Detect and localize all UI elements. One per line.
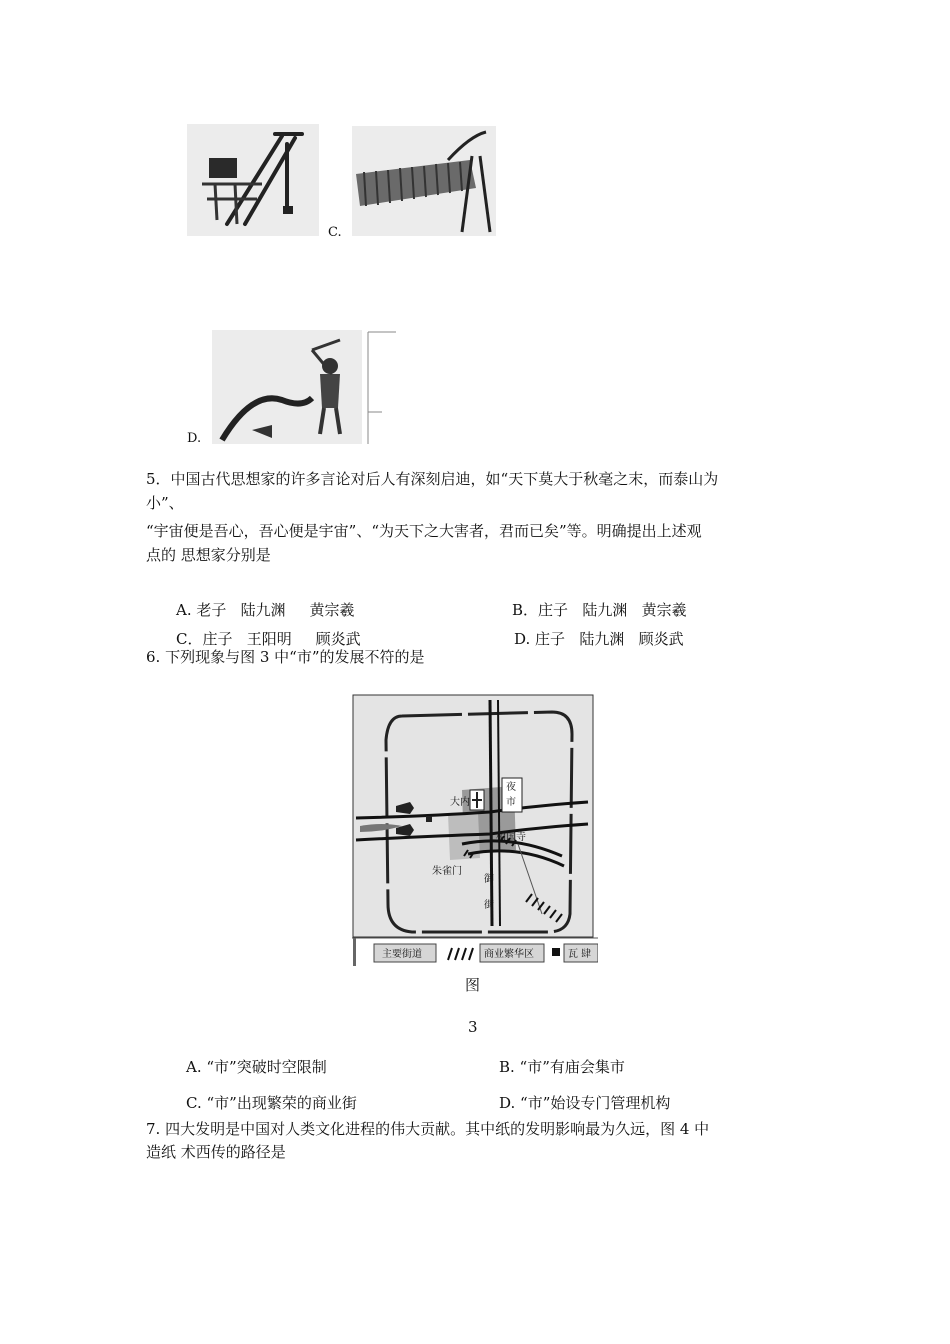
q5-option-a: A. 老子 陆九渊 黄宗羲 bbox=[176, 601, 355, 619]
q5-stem-line-3: “宇宙便是吾心，吾心便是宇宙”、“为天下之大害者，君而已矣”等。明确提出上述观 bbox=[146, 522, 702, 540]
figure-caption-2: 3 bbox=[468, 1018, 478, 1036]
map-label-zhuquemen: 朱雀门 bbox=[432, 866, 462, 877]
map-label-yeshi-1: 夜 bbox=[506, 782, 516, 793]
option-c-label: C. bbox=[328, 225, 342, 240]
map-label-danei: 大内 bbox=[450, 797, 470, 808]
q7-stem-line-2: 造纸 术西传的路径是 bbox=[146, 1143, 286, 1161]
legend-wasi: 瓦 肆 bbox=[568, 949, 592, 960]
tool-image-b bbox=[187, 124, 319, 236]
q5-option-b: B．庄子 陆九渊 黄宗羲 bbox=[512, 601, 687, 619]
map-label-yujie-2: 街 bbox=[484, 900, 494, 911]
q7-stem-line-1: 7. 四大发明是中国对人类文化进程的伟大贡献。其中纸的发明影响最为久远，图 4 中 bbox=[146, 1120, 710, 1138]
q6-option-a: A. “市”突破时空限制 bbox=[186, 1058, 327, 1076]
q6-option-b: B. “市”有庙会集市 bbox=[499, 1058, 625, 1076]
map-label-xiangguosi: 相国寺 bbox=[496, 832, 526, 843]
map-label-yujie-1: 御 bbox=[484, 874, 494, 885]
q5-option-d: D. 庄子 陆九渊 顾炎武 bbox=[514, 630, 684, 648]
q5-stem-line-4: 点的 思想家分别是 bbox=[146, 546, 271, 564]
q6-stem: 6. 下列现象与图 3 中“市”的发展不符的是 bbox=[146, 648, 425, 666]
legend-commercial: 商业繁华区 bbox=[484, 949, 534, 960]
option-d-label: D. bbox=[187, 431, 202, 446]
q5-option-c: C．庄子 王阳明 顾炎武 bbox=[176, 630, 361, 648]
kaifeng-map bbox=[352, 694, 598, 966]
tool-image-d bbox=[212, 330, 396, 444]
q5-stem-line-2: 小”、 bbox=[146, 494, 184, 512]
legend-street: 主要街道 bbox=[382, 949, 422, 960]
map-label-yeshi-2: 市 bbox=[506, 797, 516, 808]
q5-stem-line-1: 5．中国古代思想家的许多言论对后人有深刻启迪，如“天下莫大于秋毫之末，而泰山为 bbox=[146, 470, 719, 488]
q6-option-c: C. “市”出现繁荣的商业街 bbox=[186, 1094, 357, 1112]
q6-option-d: D. “市”始设专门管理机构 bbox=[499, 1094, 671, 1112]
tool-image-c bbox=[352, 126, 496, 236]
figure-caption-1: 图 bbox=[465, 976, 481, 994]
